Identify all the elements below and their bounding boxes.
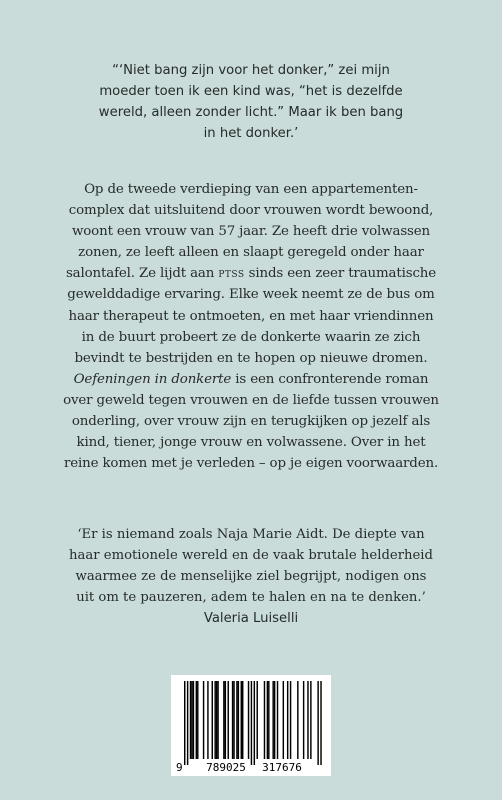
barcode-bar — [196, 681, 197, 759]
barcode-bar — [267, 681, 268, 759]
barcode-bar — [303, 681, 304, 759]
barcode-bar — [233, 681, 234, 759]
barcode-bar — [272, 681, 273, 759]
blurb-line: in de buurt probeert ze de donkerte waarin ze zich — [81, 329, 421, 345]
blurb-line: woont een vrouw van 57 jaar. Ze heeft drie volwassen — [71, 224, 431, 240]
blurb-line — [38, 369, 464, 390]
barcode-bar — [187, 681, 188, 765]
barcode-bar — [203, 681, 204, 759]
blurb-line: reine komen met je verleden – op je eigen voorwaarden. — [63, 456, 439, 472]
barcode-bar — [232, 681, 233, 759]
barcode-bar — [207, 681, 208, 759]
barcode-digit-lead: 9 — [176, 761, 183, 774]
barcode-bar — [225, 681, 226, 759]
opening-quote — [60, 60, 442, 144]
barcode-bar — [268, 681, 269, 759]
barcode-digits-left: 789025 — [206, 761, 246, 774]
barcode-bar — [251, 681, 252, 765]
barcode-bar — [257, 681, 258, 759]
barcode-bar — [193, 681, 194, 759]
review-author: Valeria Luiselli — [203, 611, 299, 626]
barcode-bar — [317, 681, 318, 765]
barcode-bar — [254, 681, 255, 765]
barcode-bar — [216, 681, 217, 759]
barcode-bar — [242, 681, 243, 759]
barcode-bar — [238, 681, 239, 759]
barcode-bar — [212, 681, 213, 759]
barcode-bar — [307, 681, 308, 759]
blurb-line: gewelddadige ervaring. Elke week neemt ze de bus om — [67, 287, 435, 303]
barcode-bar — [190, 681, 191, 759]
barcode-bar — [297, 681, 298, 759]
opening-quote-line: “‘Niet bang zijn voor het donker,” zei mijn — [112, 63, 390, 78]
blurb-text: sinds een zeer traumatische — [244, 266, 437, 282]
blurb-line: Op de tweede verdieping van een appartementen- — [84, 182, 418, 197]
review-line: haar emotionele wereld en de vaak brutale helderheid — [69, 548, 433, 563]
barcode-bar — [248, 681, 249, 759]
barcode-bar — [277, 681, 278, 759]
blurb-text: salontafel. Ze lijdt aan — [65, 266, 219, 282]
blurb-line: zonen, ze leeft alleen en slaapt geregeld onder haar — [78, 245, 424, 261]
barcode-bar — [217, 681, 218, 759]
barcode-bar — [214, 681, 215, 759]
barcode-bar — [228, 681, 229, 759]
barcode-bar — [283, 681, 284, 759]
blurb-line: bevindt te bestrijden en te hopen op nieuwe dromen. — [74, 350, 428, 366]
barcode-bar — [264, 681, 265, 759]
blurb-line — [38, 263, 464, 284]
blurb-line: over geweld tegen vrouwen en de liefde tussen vrouwen — [63, 392, 439, 408]
blurb-text: is een confronterende roman — [231, 371, 429, 387]
barcode-bar — [274, 681, 275, 759]
barcode-bar — [223, 681, 224, 759]
review-line: uit om te pauzeren, adem te halen en na te denken.’ — [76, 590, 426, 605]
barcode-bar — [191, 681, 192, 759]
barcode-bar — [241, 681, 242, 759]
opening-quote-line: moeder toen ik een kind was, “het is dezelfde — [99, 84, 403, 99]
barcode-bar — [310, 681, 311, 759]
opening-quote-line: wereld, alleen zonder licht.” Maar ik ben bang — [98, 105, 404, 120]
blurb-line: haar therapeut te ontmoeten, en met haar vriendinnen — [68, 308, 434, 324]
barcode-graphic — [171, 675, 331, 776]
blurb-line: kind, tiener, jonge vrouw en volwassene. Over in het — [76, 435, 426, 451]
book-title: Oefeningen in donkerte — [73, 371, 232, 387]
opening-quote-line: in het donker.’ — [203, 126, 299, 141]
book-blurb — [38, 179, 464, 474]
barcode-digits-right: 317676 — [262, 761, 302, 774]
barcode-bar — [236, 681, 237, 759]
barcode-bar — [320, 681, 321, 765]
blurb-line: complex dat uitsluitend door vrouwen wordt bewoond, — [68, 203, 434, 219]
blurb-line: onderling, over vrouw zijn en terugkijken op jezelf als — [71, 414, 431, 430]
barcode-bar — [287, 681, 288, 759]
barcode-bar — [184, 681, 185, 765]
review-line: ‘Er is niemand zoals Naja Marie Aidt. De diepte van — [77, 527, 425, 542]
review-line: waarmee ze de menselijke ziel begrijpt, nodigen ons — [75, 569, 427, 584]
isbn-barcode — [171, 675, 331, 776]
barcode-bar — [290, 681, 291, 759]
review-quote — [48, 524, 454, 629]
barcode-bar — [197, 681, 198, 759]
abbreviation: ptss — [218, 266, 245, 282]
barcode-bars — [184, 681, 322, 765]
